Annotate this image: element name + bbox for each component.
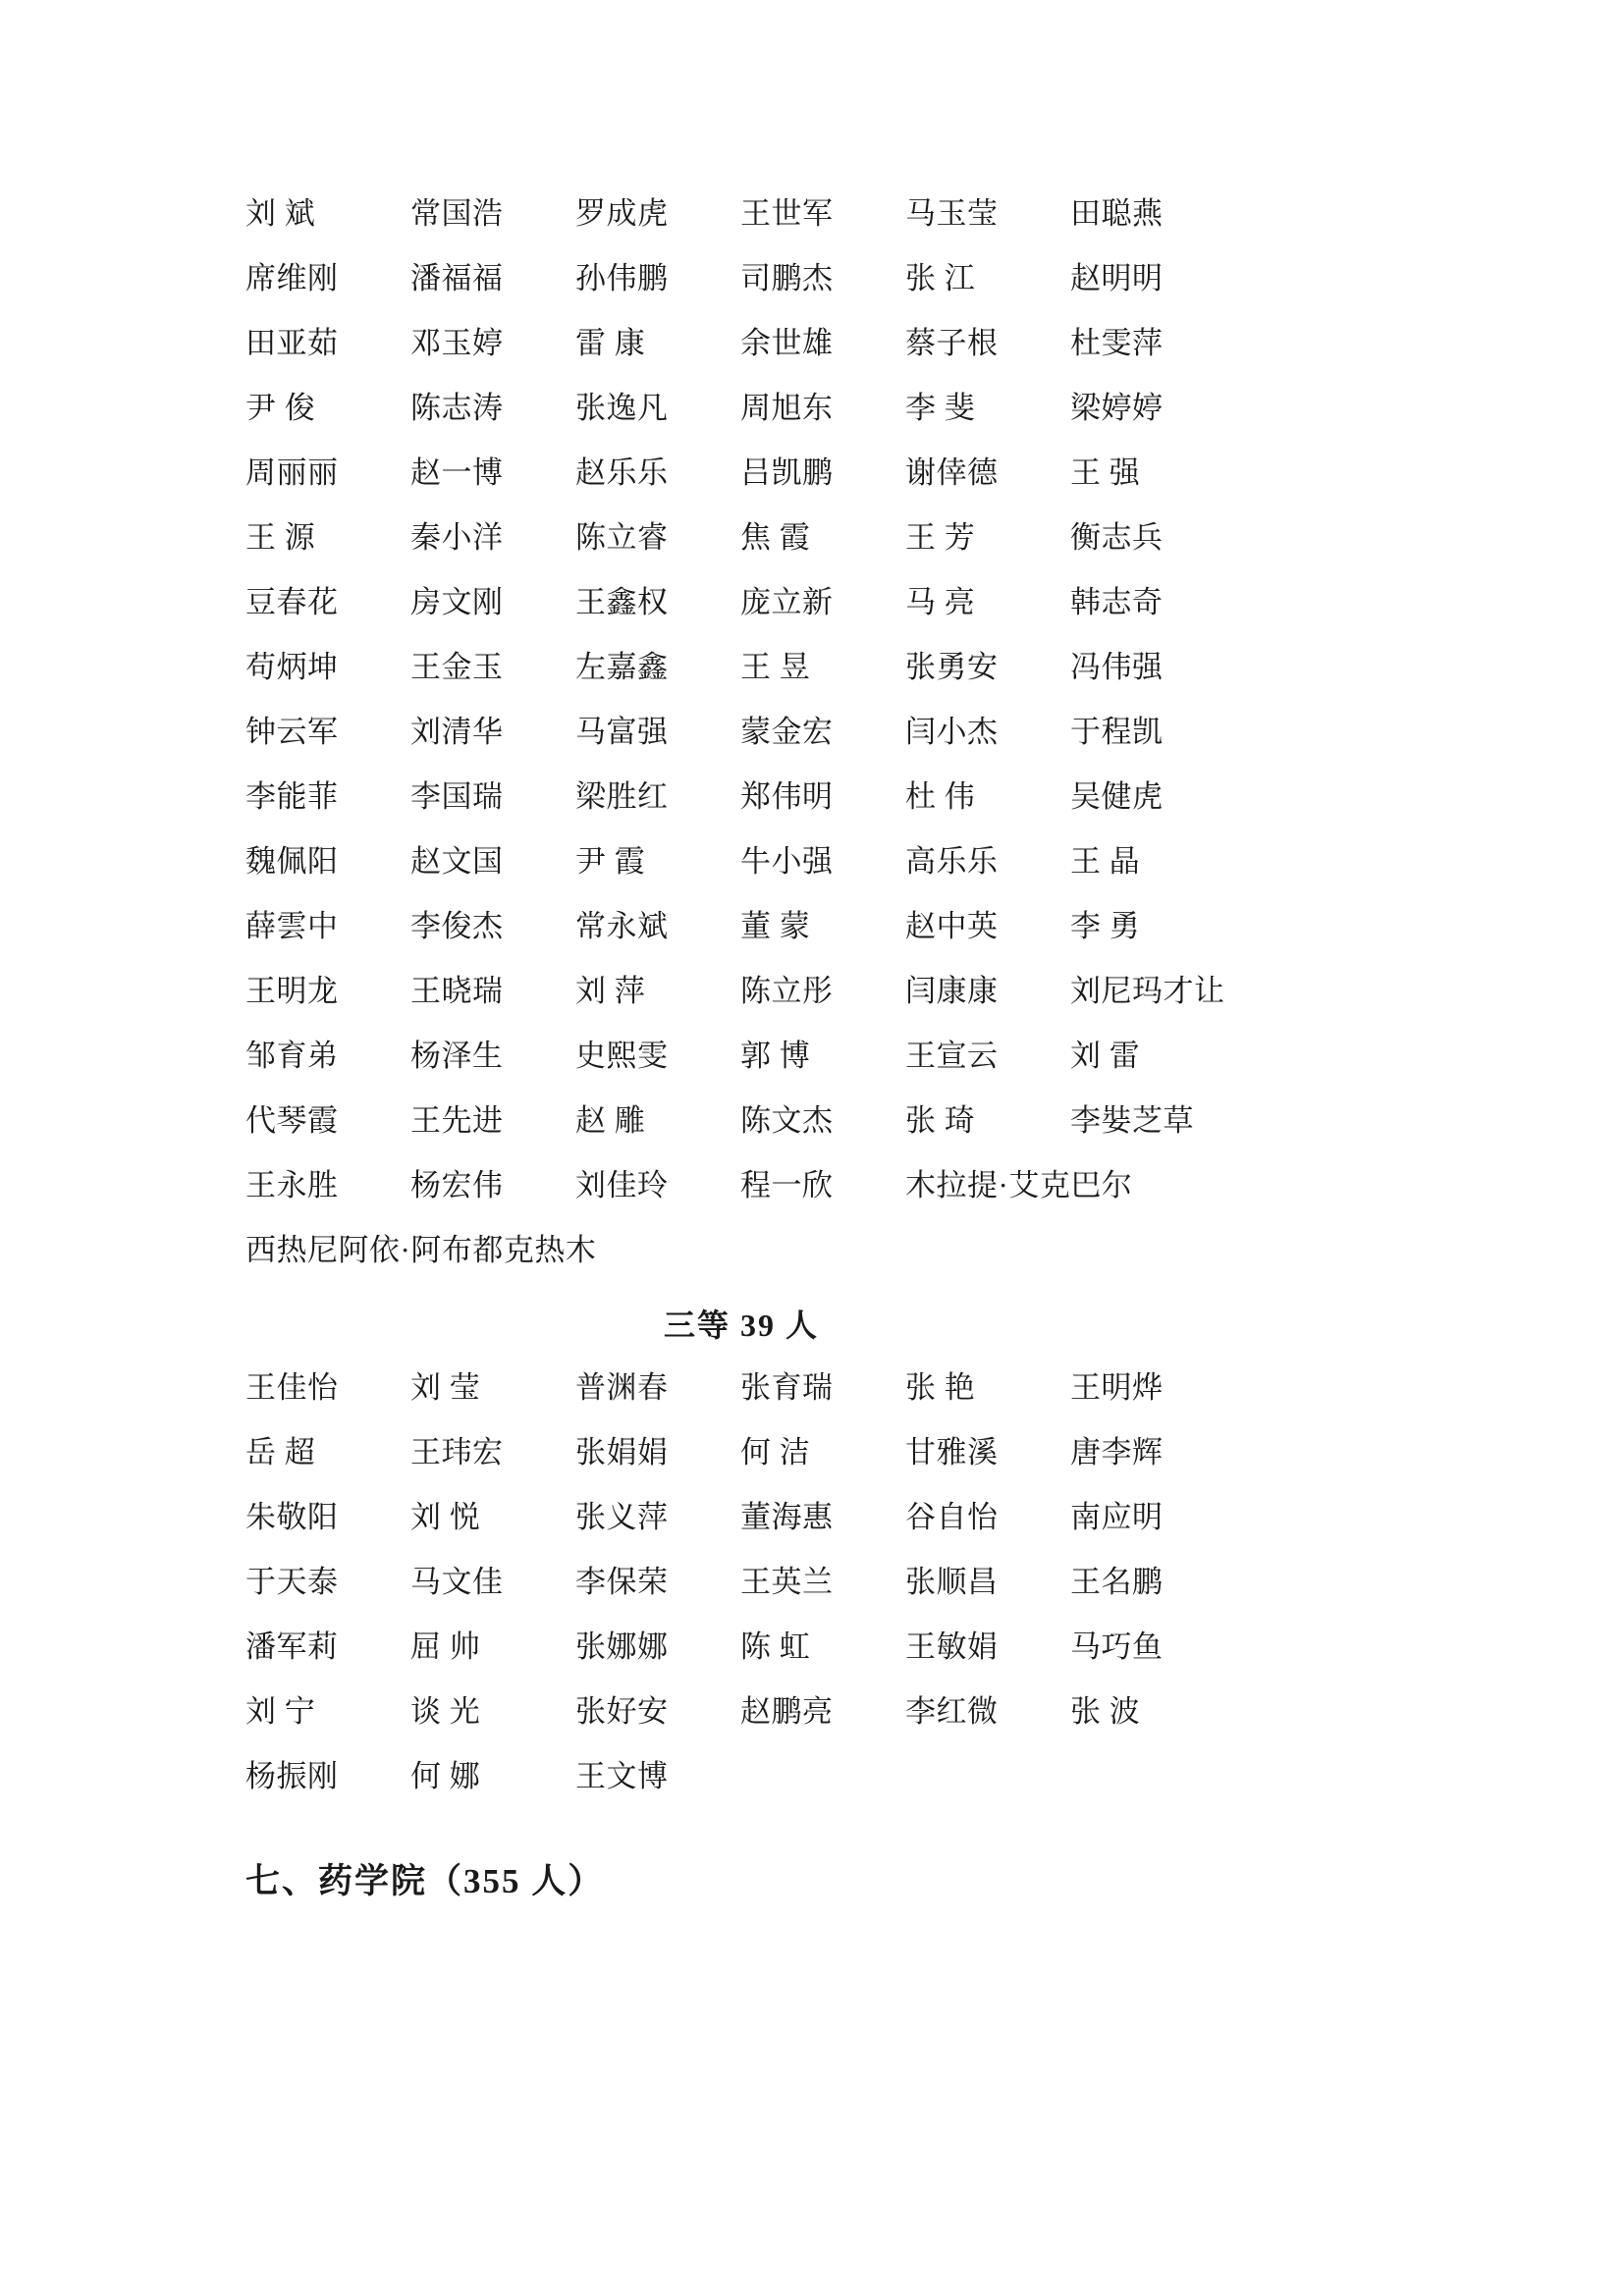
name-cell: 王玮宏 [410,1435,504,1469]
name-cell: 邹育弟 [245,1039,339,1073]
name-cell: 王文博 [575,1759,669,1793]
name-cell: 陈立睿 [575,520,669,555]
name-cell: 马巧鱼 [1070,1629,1164,1664]
name-cell: 杨泽生 [410,1039,504,1073]
name-row [245,376,1237,441]
name-cell: 潘军莉 [245,1629,339,1664]
name-cell: 李 勇 [1070,909,1141,943]
name-cell: 左嘉鑫 [575,650,669,684]
name-cell: 王明龙 [245,974,339,1008]
name-cell: 李娤芝草 [1070,1103,1194,1138]
name-cell: 张逸凡 [575,391,669,425]
name-cell: 吕凯鹏 [740,455,834,490]
name-cell: 王晓瑞 [410,974,504,1008]
name-cell: 赵 雕 [575,1103,646,1138]
name-cell: 罗成虎 [575,196,669,231]
name-cell: 张育瑞 [740,1370,834,1405]
name-cell: 刘 悦 [410,1500,481,1534]
name-cell: 王英兰 [740,1565,834,1599]
name-cell: 房文刚 [410,585,504,619]
name-row [245,1615,1237,1680]
name-cell: 王鑫权 [575,585,669,619]
name-cell: 谈 光 [410,1694,481,1729]
name-cell: 梁婷婷 [1070,391,1164,425]
name-cell: 于程凯 [1070,715,1164,749]
name-cell: 李 斐 [905,391,976,425]
name-cell: 张 江 [905,261,976,295]
name-row [245,1218,1237,1283]
name-cell: 王 晶 [1070,844,1141,879]
name-cell: 屈 帅 [410,1629,481,1664]
name-cell: 木拉提·艾克巴尔 [905,1168,1133,1202]
name-row [245,246,1237,311]
name-cell: 薛雲中 [245,909,339,943]
next-section-heading-wrap [245,1854,1398,1903]
name-cell: 尹 俊 [245,391,316,425]
name-cell: 牛小强 [740,844,834,879]
name-cell: 赵明明 [1070,261,1164,295]
name-cell: 闫康康 [905,974,999,1008]
name-cell: 董 蒙 [740,909,811,943]
name-cell: 何 洁 [740,1435,811,1469]
name-cell: 王先进 [410,1103,504,1138]
name-cell: 尹 霞 [575,844,646,879]
name-cell: 潘福福 [410,261,504,295]
name-cell: 焦 霞 [740,520,811,555]
name-cell: 马文佳 [410,1565,504,1599]
name-cell: 岳 超 [245,1435,316,1469]
name-cell: 高乐乐 [905,844,999,879]
name-cell: 马富强 [575,715,669,749]
name-cell: 蔡子根 [905,326,999,360]
name-list-continued [245,182,1237,1283]
name-cell: 田聪燕 [1070,196,1164,231]
name-cell: 王名鹏 [1070,1565,1164,1599]
name-cell: 张好安 [575,1694,669,1729]
name-cell: 李俊杰 [410,909,504,943]
name-cell: 董海惠 [740,1500,834,1534]
name-cell: 梁胜红 [575,779,669,814]
name-cell: 刘 斌 [245,196,316,231]
name-cell: 常国浩 [410,196,504,231]
name-cell: 王 强 [1070,455,1141,490]
name-cell: 周旭东 [740,391,834,425]
name-cell: 郑伟明 [740,779,834,814]
name-cell: 赵乐乐 [575,455,669,490]
name-row [245,506,1237,570]
name-cell: 苟炳坤 [245,650,339,684]
name-cell: 甘雅溪 [905,1435,999,1469]
name-row [245,894,1237,959]
name-cell: 陈志涛 [410,391,504,425]
name-row [245,1550,1237,1615]
name-cell: 司鹏杰 [740,261,834,295]
name-cell: 王明烨 [1070,1370,1164,1405]
name-cell: 于天泰 [245,1565,339,1599]
name-cell: 张 波 [1070,1694,1141,1729]
name-row [245,1089,1237,1153]
name-cell: 赵中英 [905,909,999,943]
name-cell: 王敏娟 [905,1629,999,1664]
name-cell: 谷自怡 [905,1500,999,1534]
name-row [245,182,1237,246]
name-cell: 刘 莹 [410,1370,481,1405]
name-cell: 张娜娜 [575,1629,669,1664]
name-cell: 赵一博 [410,455,504,490]
name-row [245,765,1237,829]
name-cell: 普渊春 [575,1370,669,1405]
name-cell: 杜雯萍 [1070,326,1164,360]
name-cell: 邓玉婷 [410,326,504,360]
name-cell: 朱敬阳 [245,1500,339,1534]
name-cell: 张 艳 [905,1370,976,1405]
name-cell: 王佳怡 [245,1370,339,1405]
name-row [245,829,1237,894]
name-row [245,635,1237,700]
name-cell: 席维刚 [245,261,339,295]
name-cell: 唐李辉 [1070,1435,1164,1469]
name-cell: 陈立彤 [740,974,834,1008]
name-cell: 田亚茹 [245,326,339,360]
name-row [245,1024,1237,1089]
name-cell: 秦小洋 [410,520,504,555]
name-cell: 张娟娟 [575,1435,669,1469]
name-cell: 谢倖德 [905,455,999,490]
name-cell: 刘 萍 [575,974,646,1008]
name-cell: 李保荣 [575,1565,669,1599]
name-row [245,1356,1237,1420]
name-row [245,1485,1237,1550]
name-cell: 刘清华 [410,715,504,749]
name-cell: 张勇安 [905,650,999,684]
name-cell: 吴健虎 [1070,779,1164,814]
name-list-third-grade [245,1356,1237,1809]
name-row [245,700,1237,765]
name-cell: 王 芳 [905,520,976,555]
name-row [245,570,1237,635]
name-cell: 常永斌 [575,909,669,943]
name-cell: 杜 伟 [905,779,976,814]
name-cell: 刘 宁 [245,1694,316,1729]
name-cell: 张 琦 [905,1103,976,1138]
name-cell: 李能菲 [245,779,339,814]
name-row [245,1680,1237,1744]
name-cell: 刘 雷 [1070,1039,1141,1073]
name-cell: 陈文杰 [740,1103,834,1138]
name-cell: 孙伟鹏 [575,261,669,295]
name-row [245,441,1237,506]
name-cell: 赵鹏亮 [740,1694,834,1729]
name-cell: 王永胜 [245,1168,339,1202]
name-cell: 张顺昌 [905,1565,999,1599]
name-cell: 王世军 [740,196,834,231]
section-title-third-grade: 三等 39 人 [663,1308,819,1343]
name-cell: 庞立新 [740,585,834,619]
next-section-heading: 七、药学院（355 人） [245,1862,605,1900]
name-cell: 李红微 [905,1694,999,1729]
name-cell: 王金玉 [410,650,504,684]
name-cell: 王 昱 [740,650,811,684]
name-cell: 史熙雯 [575,1039,669,1073]
name-row [245,1744,1237,1809]
name-cell: 李国瑞 [410,779,504,814]
name-cell: 程一欣 [740,1168,834,1202]
name-row [245,1153,1237,1218]
name-cell: 张义萍 [575,1500,669,1534]
name-cell: 西热尼阿依·阿布都克热木 [245,1233,597,1267]
name-cell: 周丽丽 [245,455,339,490]
name-cell: 钟云军 [245,715,339,749]
name-cell: 杨宏伟 [410,1168,504,1202]
name-cell: 豆春花 [245,585,339,619]
name-cell: 杨振刚 [245,1759,339,1793]
name-cell: 衡志兵 [1070,520,1164,555]
name-cell: 蒙金宏 [740,715,834,749]
name-row [245,311,1237,376]
name-cell: 韩志奇 [1070,585,1164,619]
name-cell: 王宣云 [905,1039,999,1073]
name-cell: 王 源 [245,520,316,555]
name-cell: 马玉莹 [905,196,999,231]
name-cell: 南应明 [1070,1500,1164,1534]
name-cell: 马 亮 [905,585,976,619]
name-cell: 冯伟强 [1070,650,1164,684]
name-row [245,1420,1237,1485]
name-cell: 余世雄 [740,326,834,360]
name-cell: 陈 虹 [740,1629,811,1664]
name-cell: 郭 博 [740,1039,811,1073]
name-cell: 雷 康 [575,326,646,360]
name-cell: 闫小杰 [905,715,999,749]
name-cell: 刘佳玲 [575,1168,669,1202]
name-cell: 代琴霞 [245,1103,339,1138]
name-cell: 魏佩阳 [245,844,339,879]
name-row [245,959,1237,1024]
name-cell: 何 娜 [410,1759,481,1793]
name-cell: 赵文国 [410,844,504,879]
name-cell: 刘尼玛才让 [1070,974,1225,1008]
